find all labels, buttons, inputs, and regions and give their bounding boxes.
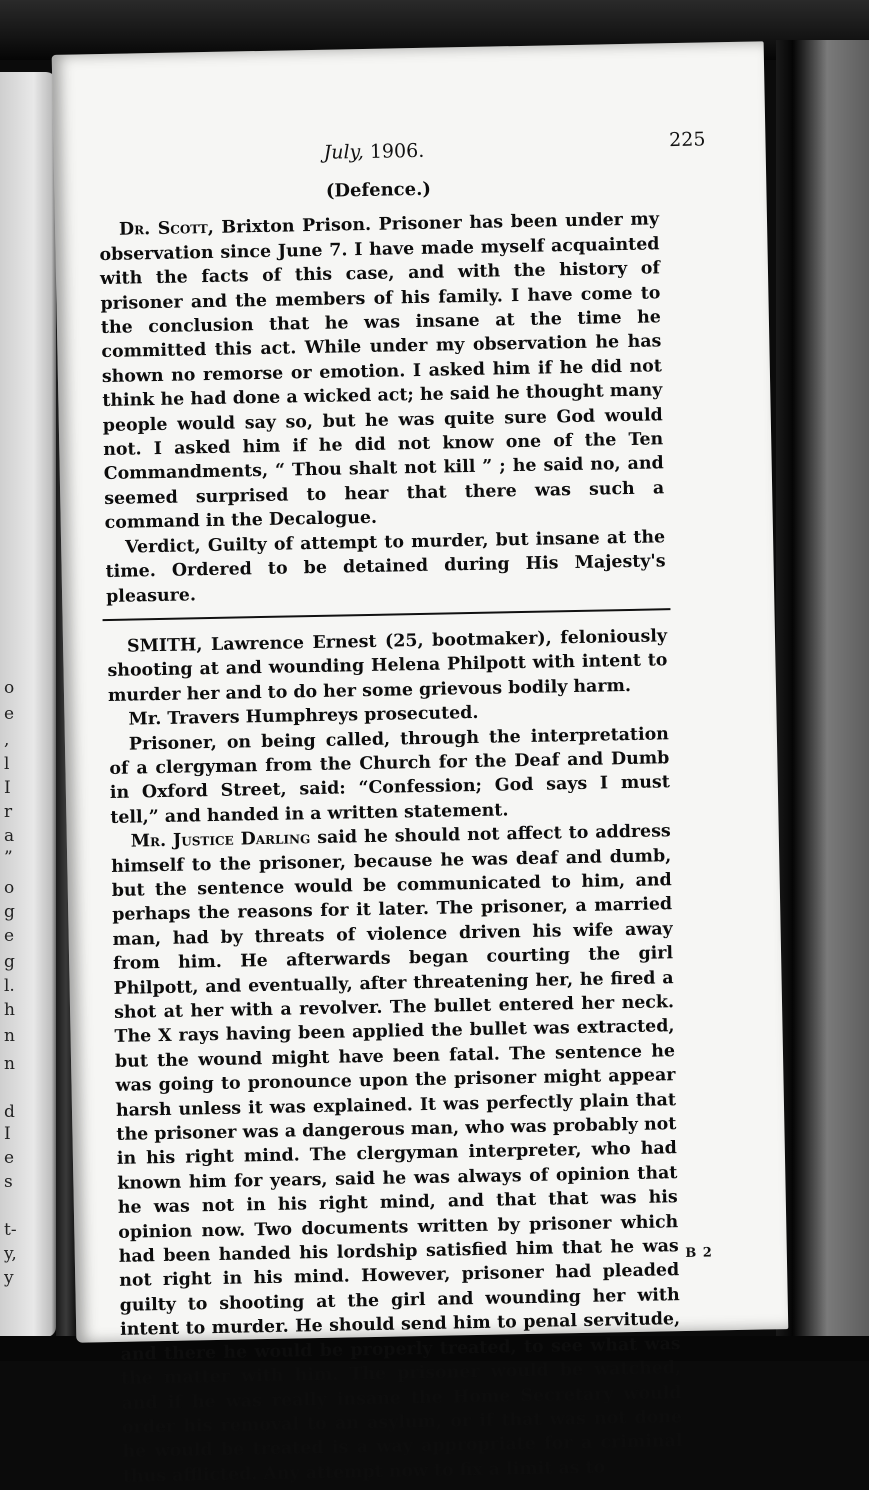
testimony-text: , Brixton Prison. Prisoner has been under my observation since June 7. I have made myself acquainted with the facts of this case, and with the history of prisoner and the members of his family. I have come to the conclusion that he was insane at the time he committed this act. While under my observation he has shown no remorse or emotion. I asked him if he did not think he had done a wicked act; he said he thought many people would say so, but he was quite sure God would not. I asked him if he did not know one of the Ten Commandments, “ Thou shalt not kill ” ; he said no, and seemed surprised to hear that there was such a command in the Decalogue.	[99, 209, 665, 534]
witness-name: Dr. Scott	[118, 218, 208, 241]
section-heading: (Defence.)	[325, 178, 432, 202]
margin-fragment: e	[4, 1148, 15, 1168]
margin-fragment: e	[4, 704, 15, 724]
judge-title: Mr. Justice Darling	[130, 828, 311, 852]
running-header	[93, 128, 706, 176]
page-body	[98, 173, 683, 1489]
running-year: 1906.	[369, 139, 425, 163]
charge-text: (25, bootmaker), feloniously shooting at and wounding Helena Philpott with intent to murder her and to do her some grievous bodily harm.	[107, 626, 668, 706]
witness-testimony	[99, 208, 665, 536]
judge-remarks-text: said he should not affect to address himself to the prisoner, because he was deaf and dumb, but the sentence would be communicated to him, and perhaps the reasons for it later. The prisoner, a married man, had by threats of violence driven his wife away from him. He afterwards began courting the girl Philpott, and eventually, after threatening her, he fired a shot at her with a revolver. The bullet entered her neck. The X rays having been applied the bullet was extracted, but the wound might have been fatal. The sentence he was going to pronounce upon the prisoner might appear harsh unless it was explained. It was perfectly plain that the prisoner was a dangerous man, who was probably not in his right mind. The clergyman interpreter, who had known him for years, said he was always of opinion that he was not in his right mind, and that that was his opinion now. Two documents written by prisoner which had been handed his lordship satisfied him that he was not right in his mind. However, prisoner had pleaded guilty to shooting at the girl and wounding her with intent to murder. He should send him to penal servitude, and there he would be properly treated, to see what was the matter with him. The prisoner would be watched, and if he was really insane the Home Secretary would order his removal to an asylum, or if that was not done he would be treated is a way appropriate for a criminal thus afflicted. Any attempt now to fix a limit as to	[111, 821, 683, 1487]
margin-fragment: I	[4, 1124, 11, 1144]
margin-fragment: d	[4, 1102, 15, 1122]
margin-fragment: r	[4, 802, 13, 822]
judge-remarks	[111, 819, 684, 1489]
margin-fragment: o	[4, 878, 15, 898]
scan-right-border	[776, 40, 869, 1361]
running-month: July,	[323, 140, 365, 164]
prisoner-statement: Prisoner, on being called, through the interpretation of a clergyman from the Church for the Deaf and Dumb in Oxford Street, said: “Confession; God says I must tell,” and handed in a written statement.	[109, 723, 670, 828]
margin-fragment: y,	[4, 1244, 17, 1264]
facing-page-edge	[0, 72, 56, 1337]
margin-fragment: l	[4, 754, 10, 774]
case-heading	[107, 624, 668, 708]
margin-fragment: n	[4, 1054, 15, 1074]
prosecution-line: Mr. Travers Humphreys prosecuted.	[128, 703, 479, 730]
margin-fragment: a	[4, 826, 15, 846]
margin-fragment: ,	[4, 730, 10, 750]
page-number: 225	[668, 128, 706, 152]
margin-fragment: I	[4, 778, 11, 798]
margin-fragment: h	[4, 1000, 15, 1020]
book-page	[52, 41, 789, 1487]
margin-fragment: t-	[4, 1220, 17, 1240]
margin-fragment: o	[4, 678, 15, 698]
defendant-name: SMITH, Lawrence Ernest	[126, 631, 377, 657]
case-divider	[103, 608, 671, 621]
margin-fragment: n	[4, 1026, 15, 1046]
margin-fragment: e	[4, 926, 15, 946]
signature-mark: B 2	[685, 1245, 713, 1262]
margin-fragment: g	[4, 952, 15, 972]
running-date	[323, 140, 424, 164]
margin-fragment: l.	[4, 976, 15, 996]
margin-fragment: g	[4, 902, 15, 922]
margin-fragment: s	[4, 1172, 13, 1192]
margin-fragment: ”	[4, 848, 13, 868]
margin-fragment: y	[4, 1268, 14, 1288]
verdict-paragraph: Verdict, Guilty of attempt to murder, but insane at the time. Ordered to be detained during His Majesty's pleasure.	[105, 526, 666, 607]
